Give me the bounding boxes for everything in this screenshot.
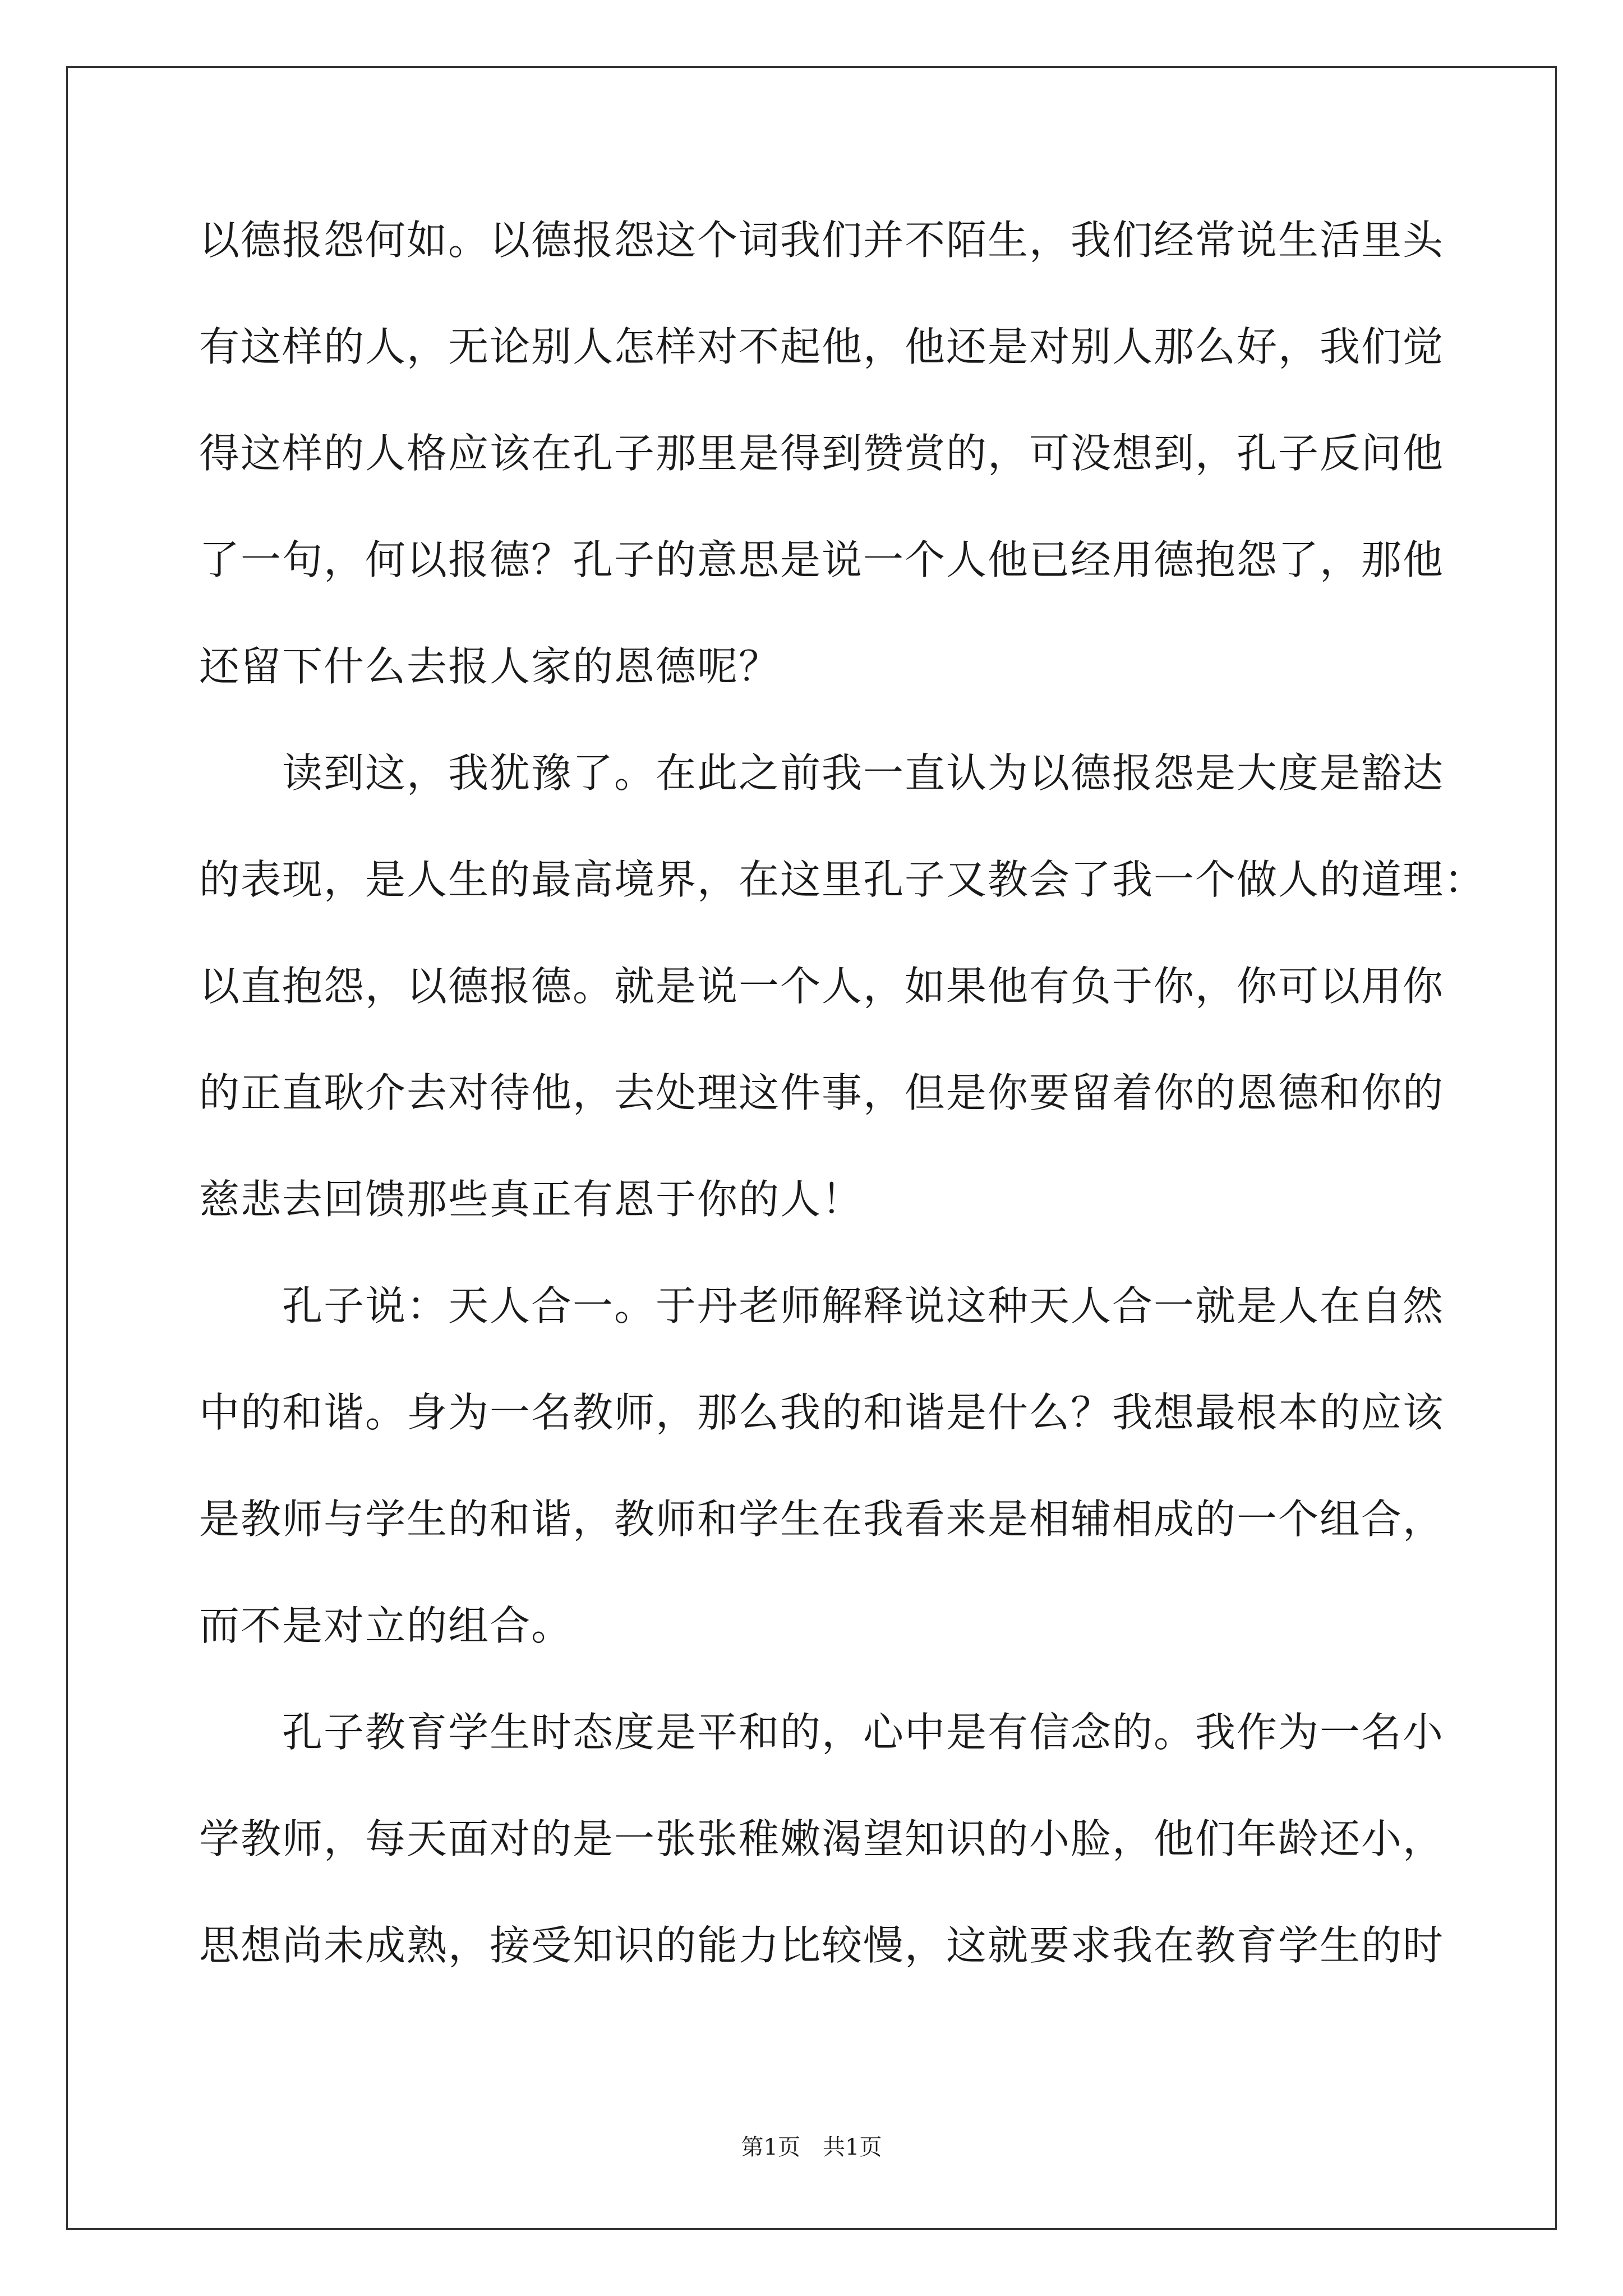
text-line: 学教师，每天面对的是一张张稚嫩渴望知识的小脸，他们年龄还小， bbox=[199, 1815, 1445, 1862]
text-line: 得这样的人格应该在孔子那里是得到赞赏的，可没想到，孔子反问他 bbox=[199, 430, 1445, 477]
text-line: 的正直耿介去对待他，去处理这件事，但是你要留着你的恩德和你的 bbox=[199, 1069, 1445, 1116]
document-body bbox=[199, 213, 1486, 2025]
text-line: 孔子说：天人合一。于丹老师解释说这种天人合一就是人在自然 bbox=[199, 1282, 1445, 1329]
text-line: 的表现，是人生的最高境界，在这里孔子又教会了我一个做人的道理： bbox=[199, 856, 1486, 903]
text-line: 以德报怨何如。以德报怨这个词我们并不陌生，我们经常说生活里头 bbox=[199, 217, 1445, 264]
text-line: 思想尚未成熟，接受知识的能力比较慢，这就要求我在教育学生的时 bbox=[199, 1922, 1445, 1969]
text-line: 孔子教育学生时态度是平和的，心中是有信念的。我作为一名小 bbox=[199, 1709, 1445, 1756]
text-line: 了一句，何以报德？孔子的意思是说一个人他已经用德抱怨了，那他 bbox=[199, 536, 1445, 583]
text-line: 是教师与学生的和谐，教师和学生在我看来是相辅相成的一个组合， bbox=[199, 1496, 1445, 1543]
text-line: 慈悲去回馈那些真正有恩于你的人！ bbox=[199, 1176, 864, 1223]
text-line: 中的和谐。身为一名教师，那么我的和谐是什么？我想最根本的应该 bbox=[199, 1389, 1445, 1436]
text-line: 还留下什么去报人家的恩德呢？ bbox=[199, 643, 781, 690]
page-number: 第1页 共1页 bbox=[741, 2134, 882, 2160]
text-line: 以直抱怨，以德报德。就是说一个人，如果他有负于你，你可以用你 bbox=[199, 963, 1445, 1010]
text-line: 读到这，我犹豫了。在此之前我一直认为以德报怨是大度是豁达 bbox=[199, 749, 1445, 797]
text-line: 有这样的人，无论别人怎样对不起他，他还是对别人那么好，我们觉 bbox=[199, 323, 1445, 370]
text-line: 而不是对立的组合。 bbox=[199, 1602, 573, 1649]
page-footer bbox=[0, 2133, 1623, 2161]
